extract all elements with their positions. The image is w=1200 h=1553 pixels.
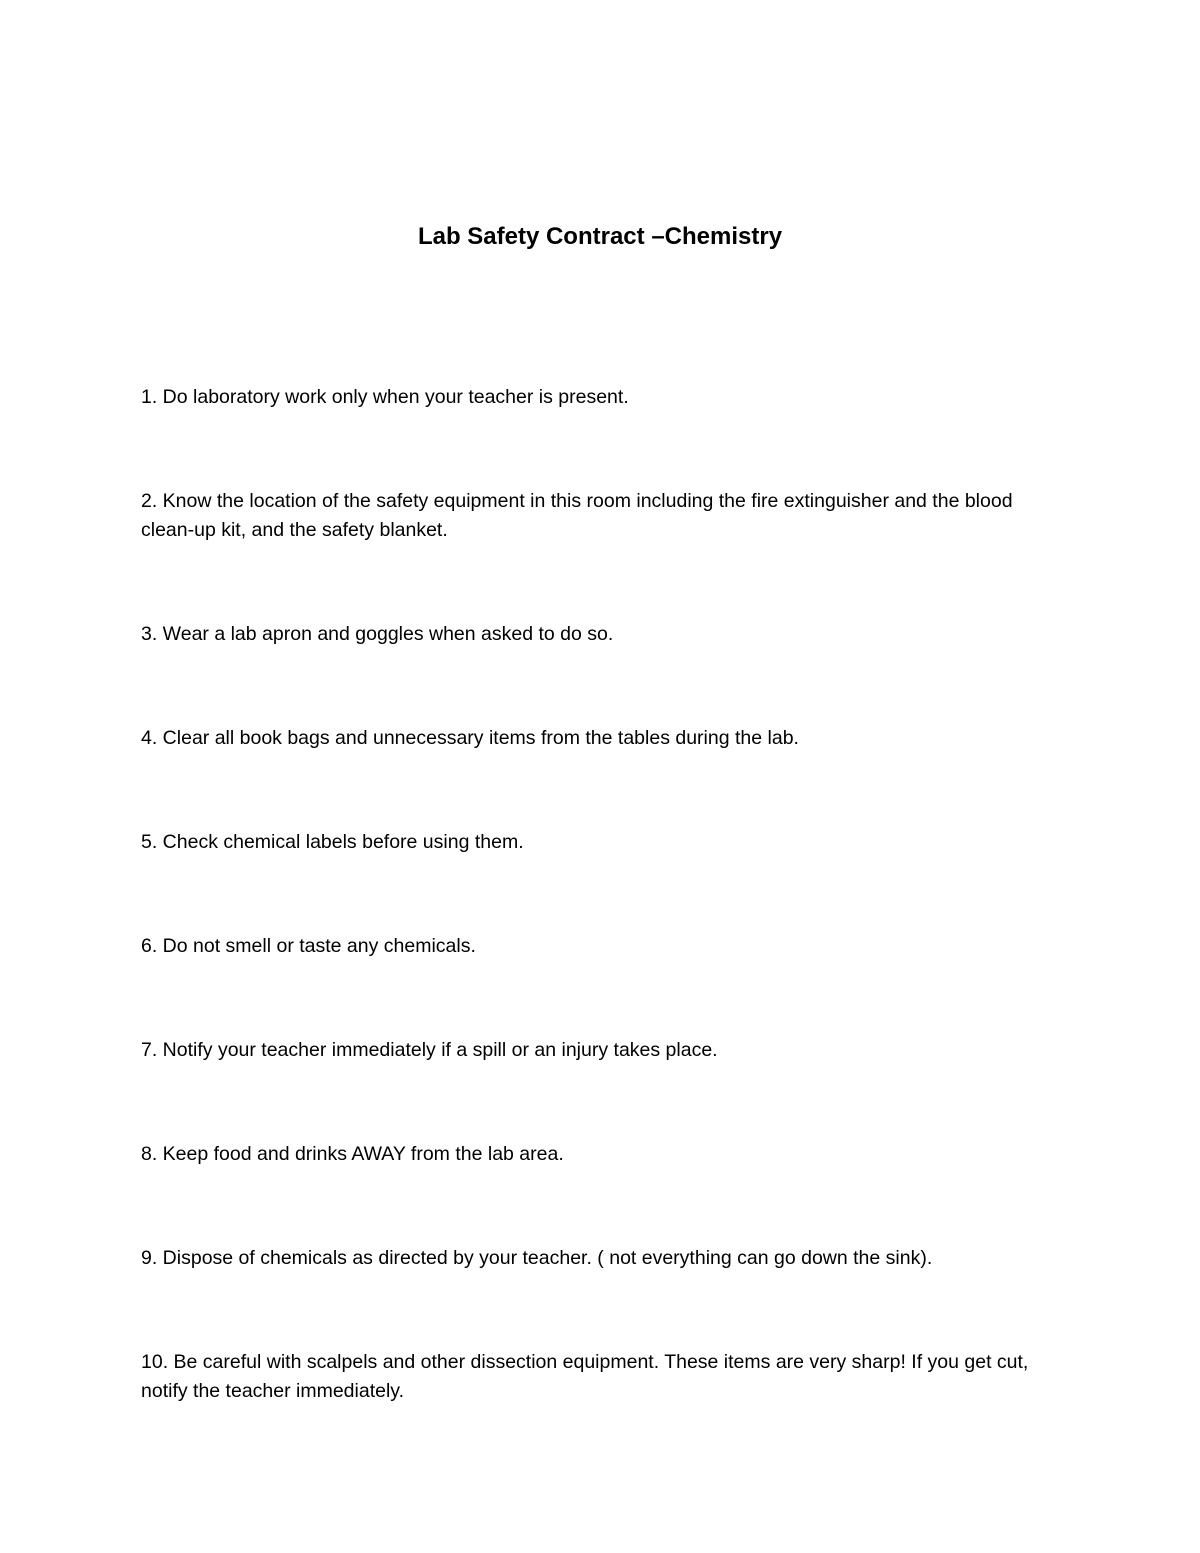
rule-7: 7. Notify your teacher immediately if a spill or an injury takes place. [141,1039,718,1061]
rule-2: 2. Know the location of the safety equipment in this room including the fire extinguisher and the blood clean-up kit, and the safety blanket. [141,490,1013,541]
rule-9: 9. Dispose of chemicals as directed by your teacher. ( not everything can go down the sink). [141,1247,933,1269]
rule-10: 10. Be careful with scalpels and other dissection equipment. These items are very sharp! If you get cut, notify the teacher immediately. [141,1351,1029,1402]
rule-5: 5. Check chemical labels before using them. [141,831,524,853]
rule-1: 1. Do laboratory work only when your teacher is present. [141,386,629,408]
document-title: Lab Safety Contract –Chemistry [417,223,783,250]
rule-8: 8. Keep food and drinks AWAY from the lab area. [141,1143,564,1165]
rule-3: 3. Wear a lab apron and goggles when asked to do so. [141,623,614,645]
rule-6: 6. Do not smell or taste any chemicals. [141,935,476,957]
rule-4: 4. Clear all book bags and unnecessary items from the tables during the lab. [141,727,799,749]
